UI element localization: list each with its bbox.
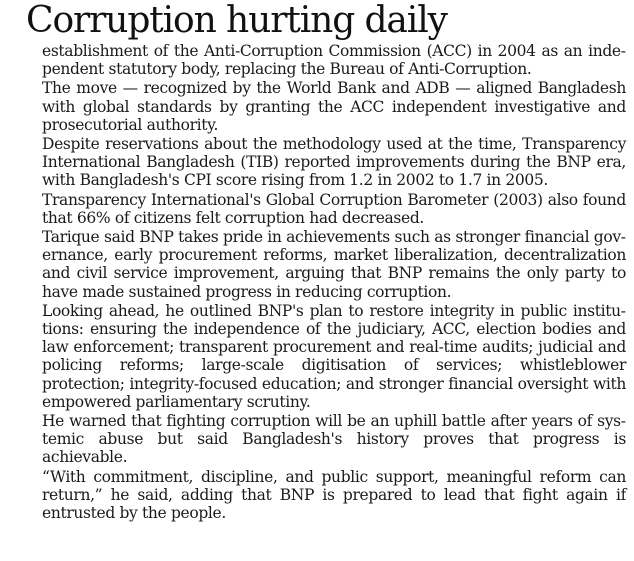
paragraph-bnp-achievements: Tarique said BNP takes pride in achievements such as stronger financial governance, early procurement reforms, market liberalization, decentralization and civil service improvement, arguing that BNP remains the only party to have made sustained progress in reducing corruption. [42,228,626,301]
paragraph-uphill-battle: He warned that fighting corruption will be an uphill battle after years of systemic abuse but said Bangladesh's history proves that progress is achievable. [42,412,626,467]
paragraph-tib-cpi: Despite reservations about the methodology used at the time, Transparency International Bangladesh (TIB) reported improvements during the BNP era, with Bangladesh's CPI score rising from 1.2 in 2002 to 1.7 in 2005. [42,135,626,190]
headline: Corruption hurting daily [26,0,447,41]
paragraph-world-bank-adb: The move — recognized by the World Bank and ADB — aligned Bangladesh with global standards by granting the ACC independent investigative and prosecutorial authority. [42,79,626,134]
paragraph-acc-establishment: establishment of the Anti-Corruption Commission (ACC) in 2004 as an independent statutory body, replacing the Bureau of Anti-Corruption. [42,42,626,79]
paragraph-corruption-barometer: Transparency International's Global Corruption Barometer (2003) also found that 66% of citizens felt corruption had decreased. [42,190,626,227]
paragraph-closing-quote: “With commitment, discipline, and public support, meaningful reform can return,” he said, adding that BNP is prepared to lead that fight again if entrusted by the people. [42,467,626,523]
paragraph-integrity-plan: Looking ahead, he outlined BNP's plan to restore integrity in public institutions: ensuring the independence of the judiciary, ACC, election bodies and law enforcement; transparent procurement and real-time audits; judicial and policing reforms; large-scale digitisation of services; whistleblower protection; integrity-focused education; and stronger financial oversight with empowered parliamentary scrutiny. [42,301,626,411]
article-body [0,42,634,522]
